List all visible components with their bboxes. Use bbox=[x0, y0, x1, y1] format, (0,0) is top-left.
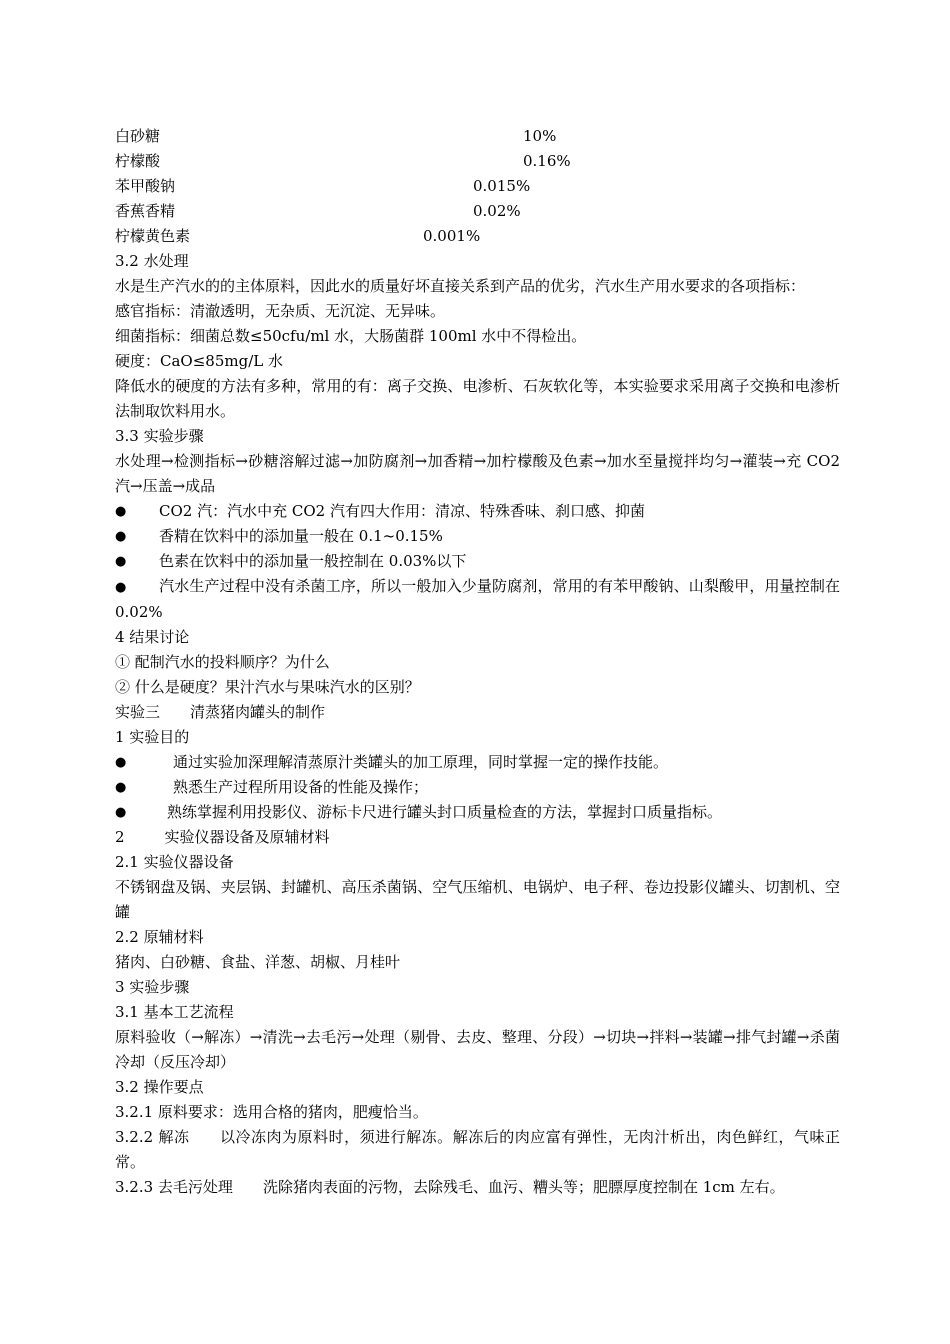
bullet-text: 熟悉生产过程所用设备的性能及操作； bbox=[173, 778, 429, 796]
document-page bbox=[115, 124, 840, 1200]
section-heading: 4 结果讨论 bbox=[115, 628, 190, 646]
section-number: 2 bbox=[115, 828, 125, 846]
paragraph-text: 以冷冻肉为原料时，须进行解冻。解冻后的肉应富有弹性，无肉汁析出，肉色鲜红，气味正常。 bbox=[115, 1128, 840, 1171]
bullet-icon: ● bbox=[115, 805, 127, 820]
paragraph: 猪肉、白砂糖、食盐、洋葱、胡椒、月桂叶 bbox=[115, 953, 401, 971]
bullet-item bbox=[115, 800, 840, 825]
section-heading: 3 实验步骤 bbox=[115, 978, 190, 996]
process-flow: 水处理→检测指标→砂糖溶解过滤→加防腐剂→加香精→加柠檬酸及色素→加水至量搅拌均匀→灌装→充 CO2 汽→压盖→成品 bbox=[115, 452, 840, 495]
bullet-icon: ● bbox=[115, 780, 127, 795]
process-flow: 原料验收（→解冻）→清洗→去毛污→处理（剔骨、去皮、整理、分段）→切块→拌料→装罐→排气封罐→杀菌冷却（反压冷却） bbox=[115, 1028, 840, 1071]
subsection-heading: 2.1 实验仪器设备 bbox=[115, 853, 234, 871]
ingredient-value: 0.02% bbox=[473, 202, 521, 220]
paragraph: 3.2.1 原料要求：选用合格的猪肉，肥瘦恰当。 bbox=[115, 1103, 428, 1121]
ingredient-value: 10% bbox=[523, 127, 557, 145]
question: ② 什么是硬度？果汁汽水与果味汽水的区别？ bbox=[115, 678, 420, 696]
ingredient-name: 柠檬酸 bbox=[115, 152, 161, 170]
bullet-item bbox=[115, 549, 840, 574]
paragraph: 不锈钢盘及锅、夹层锅、封罐机、高压杀菌锅、空气压缩机、电锅炉、电子秤、卷边投影仪罐头、切割机、空罐 bbox=[115, 878, 840, 921]
bullet-text: 通过实验加深理解清蒸原汁类罐头的加工原理，同时掌握一定的操作技能。 bbox=[173, 753, 669, 771]
bullet-item bbox=[115, 750, 840, 775]
ingredient-row bbox=[115, 149, 840, 174]
bullet-item bbox=[115, 524, 840, 549]
section-heading: 1 实验目的 bbox=[115, 728, 190, 746]
bullet-text: 香精在饮料中的添加量一般在 0.1~0.15% bbox=[159, 527, 443, 545]
question: ① 配制汽水的投料顺序？为什么 bbox=[115, 653, 330, 671]
bullet-item bbox=[115, 499, 840, 524]
ingredient-row bbox=[115, 174, 840, 199]
ingredient-value: 0.001% bbox=[423, 227, 481, 245]
ingredient-name: 柠檬黄色素 bbox=[115, 227, 191, 245]
bullet-icon: ● bbox=[115, 580, 127, 595]
paragraph: 细菌指标：细菌总数≤50cfu/ml 水，大肠菌群 100ml 水中不得检出。 bbox=[115, 327, 587, 345]
paragraph: 硬度：CaO≤85mg/L 水 bbox=[115, 352, 283, 370]
bullet-icon: ● bbox=[115, 529, 127, 544]
subsection-heading: 2.2 原辅材料 bbox=[115, 928, 204, 946]
experiment-title-prefix: 实验三 bbox=[115, 703, 161, 721]
paragraph bbox=[115, 1175, 840, 1200]
ingredient-value: 0.16% bbox=[523, 152, 571, 170]
subsection-heading: 3.1 基本工艺流程 bbox=[115, 1003, 234, 1021]
paragraph-text: 洗除猪肉表面的污物，去除残毛、血污、糟头等；肥膘厚度控制在 1cm 左右。 bbox=[262, 1178, 785, 1196]
subsection-heading: 3.2 操作要点 bbox=[115, 1078, 204, 1096]
bullet-text: 色素在饮料中的添加量一般控制在 0.03%以下 bbox=[159, 552, 467, 570]
bullet-item bbox=[115, 574, 840, 625]
bullet-text: CO2 汽：汽水中充 CO2 汽有四大作用：清凉、特殊香味、刹口感、抑菌 bbox=[159, 502, 645, 520]
paragraph: 感官指标：清澈透明，无杂质、无沉淀、无异味。 bbox=[115, 302, 446, 320]
ingredient-name: 白砂糖 bbox=[115, 127, 161, 145]
ingredient-row bbox=[115, 224, 840, 249]
paragraph bbox=[115, 1125, 840, 1175]
ingredient-name: 苯甲酸钠 bbox=[115, 177, 176, 195]
bullet-icon: ● bbox=[115, 504, 127, 519]
bullet-text: 汽水生产过程中没有杀菌工序，所以一般加入少量防腐剂，常用的有苯甲酸钠、山梨酸甲，用量控制在 0.02% bbox=[115, 577, 840, 621]
bullet-text: 熟练掌握利用投影仪、游标卡尺进行罐头封口质量检查的方法，掌握封口质量指标。 bbox=[167, 803, 723, 821]
section-heading: 3.2 水处理 bbox=[115, 252, 189, 270]
paragraph-label: 3.2.2 解冻 bbox=[115, 1128, 190, 1146]
ingredient-name: 香蕉香精 bbox=[115, 202, 176, 220]
bullet-icon: ● bbox=[115, 755, 127, 770]
ingredient-row bbox=[115, 199, 840, 224]
bullet-item bbox=[115, 775, 840, 800]
experiment-title bbox=[115, 700, 840, 725]
paragraph: 降低水的硬度的方法有多种，常用的有：离子交换、电渗析、石灰软化等，本实验要求采用离子交换和电渗析法制取饮料用水。 bbox=[115, 377, 840, 420]
paragraph-label: 3.2.3 去毛污处理 bbox=[115, 1178, 233, 1196]
ingredient-row bbox=[115, 124, 840, 149]
bullet-icon: ● bbox=[115, 554, 127, 569]
paragraph: 水是生产汽水的的主体原料，因此水的质量好坏直接关系到产品的优劣，汽水生产用水要求的各项指标： bbox=[115, 277, 806, 295]
section-heading bbox=[115, 825, 840, 850]
section-title: 实验仪器设备及原辅材料 bbox=[164, 828, 330, 846]
experiment-title-text: 清蒸猪肉罐头的制作 bbox=[190, 703, 326, 721]
section-heading: 3.3 实验步骤 bbox=[115, 427, 204, 445]
ingredient-value: 0.015% bbox=[473, 177, 531, 195]
